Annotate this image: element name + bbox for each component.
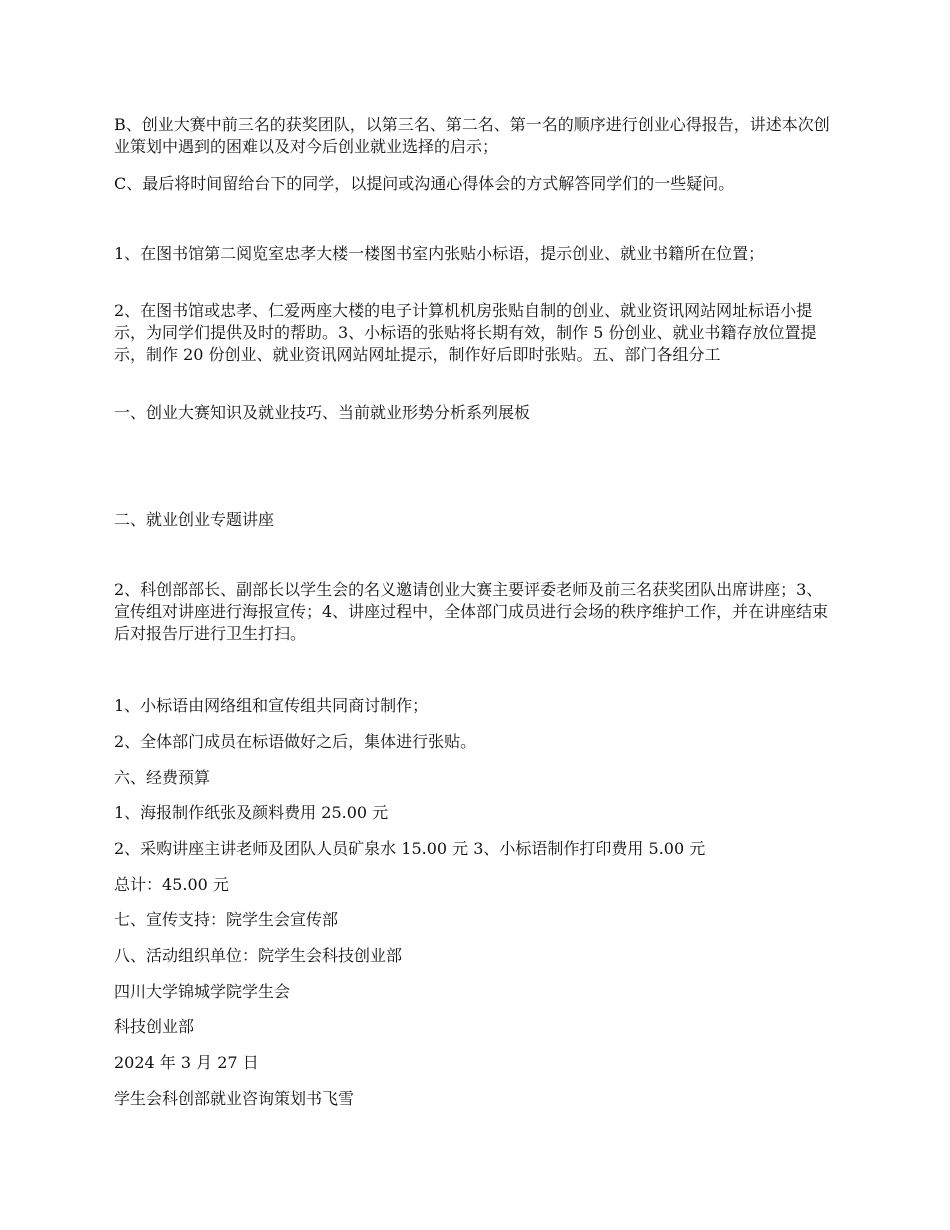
signature-department: 科技创业部	[114, 1017, 195, 1036]
budget-item-poster: 1、海报制作纸张及颜料费用 25.00 元	[114, 803, 389, 822]
signature-organization: 四川大学锦城学院学生会	[114, 982, 291, 1001]
budget-item-water-signs: 2、采购讲座主讲老师及团队人员矿泉水 15.00 元 3、小标语制作打印费用 5.00 元	[114, 839, 706, 858]
heading-exhibition-boards: 一、创业大赛知识及就业技巧、当前就业形势分析系列展板	[114, 403, 531, 422]
budget-total: 总计：45.00 元	[114, 875, 229, 894]
signature-date: 2024 年 3 月 27 日	[114, 1053, 259, 1072]
heading-lecture: 二、就业创业专题讲座	[114, 510, 275, 529]
paragraph-lecture-arrangements: 2、科创部部长、副部长以学生会的名义邀请创业大赛主要评委老师及前三名获奖团队出席讲座；3、宣传组对讲座进行海报宣传；4、讲座过程中，全体部门成员进行会场的秩序维护工作，并在讲座结束后对报告厅进行卫生打扫。	[114, 580, 829, 643]
heading-organizer: 八、活动组织单位：院学生会科技创业部	[114, 946, 403, 965]
paragraph-c-questions: C、最后将时间留给台下的同学，以提问或沟通心得体会的方式解答同学们的一些疑问。	[114, 174, 735, 193]
paragraph-computer-room-signs: 2、在图书馆或忠孝、仁爱两座大楼的电子计算机机房张贴自制的创业、就业资讯网站网址标语小提示，为同学们提供及时的帮助。3、小标语的张贴将长期有效，制作 5 份创业、就业书籍存放位置提示，制作 20 份创业、就业资讯网站网址提示，制作好后即时张贴。五、部门各组分工	[114, 301, 817, 364]
paragraph-sign-posting: 2、全体部门成员在标语做好之后，集体进行张贴。	[114, 732, 477, 751]
paragraph-b-award-teams: B、创业大赛中前三名的获奖团队，以第三名、第二名、第一名的顺序进行创业心得报告，讲述本次创业策划中遇到的困难以及对今后创业就业选择的启示；	[114, 115, 830, 156]
heading-publicity-support: 七、宣传支持：院学生会宣传部	[114, 910, 339, 929]
heading-budget: 六、经费预算	[114, 768, 211, 787]
document-footer-title: 学生会科创部就业咨询策划书飞雪	[114, 1089, 355, 1108]
paragraph-sign-production: 1、小标语由网络组和宣传组共同商讨制作；	[114, 696, 429, 715]
paragraph-library-signs: 1、在图书馆第二阅览室忠孝大楼一楼图书室内张贴小标语，提示创业、就业书籍所在位置；	[114, 244, 765, 263]
